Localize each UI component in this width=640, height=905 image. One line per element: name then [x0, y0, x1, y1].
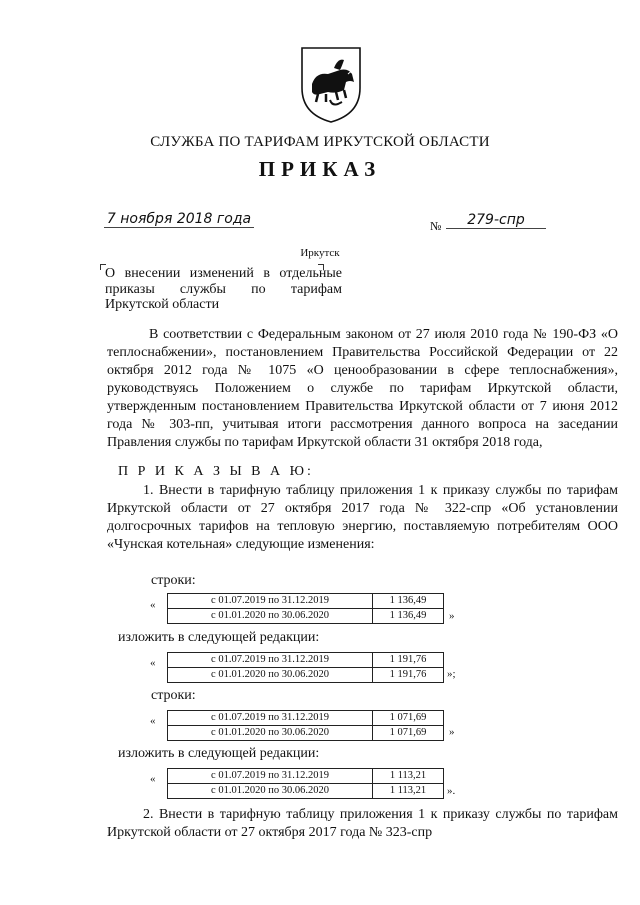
table-row: [168, 653, 444, 668]
organization-name: СЛУЖБА ПО ТАРИФАМ ИРКУТСКОЙ ОБЛАСТИ: [150, 134, 490, 150]
item-1-paragraph: 1. Внести в тарифную таблицу приложения 1 к приказу службы по тарифам Иркутской области от 27 октября 2017 года № 322-спр «Об установлении долгосрочных тарифов на тепловую энергию, поставляемую потребителям ООО «Чунская котельная» следующие изменения:: [107, 483, 618, 552]
tariff-table-1: [167, 593, 444, 624]
period-cell: с 01.01.2020 по 30.06.2020: [168, 726, 373, 741]
document-subject: О внесении изменений в отдельные приказы службы по тарифам Иркутской области: [105, 266, 342, 312]
open-quote: «: [150, 657, 156, 669]
table-row: [168, 726, 444, 741]
document-title: ПРИКАЗ: [258, 157, 382, 181]
irkutsk-coat-of-arms-icon: [296, 44, 366, 124]
period-cell: с 01.07.2019 по 31.12.2019: [168, 711, 373, 726]
value-cell: 1 136,49: [373, 594, 444, 609]
table-row: [168, 769, 444, 784]
value-cell: 1 191,76: [373, 668, 444, 683]
document-number: 279-спр: [446, 212, 546, 229]
city-name: Иркутск: [300, 247, 340, 259]
table-row: [168, 784, 444, 799]
preamble-paragraph: В соответствии с Федеральным законом от 27 июля 2010 года № 190-ФЗ «О теплоснабжении», постановлением Правительства Российской Федерации от 22 октября 2012 года № 1075 «О ценообразовании в сфере теплоснабжения», руководствуясь Положением о службе по тарифам Иркутской области, утвержденным постановлением Правительства Иркутской области от 7 июня 2012 года № 303-пп, учитывая итоги рассмотрения данного вопроса на заседании Правления службы по тарифам Иркутской области 31 октября 2018 года,: [107, 327, 618, 450]
open-quote: «: [150, 599, 156, 611]
rows-label: строки:: [151, 688, 196, 703]
value-cell: 1 071,69: [373, 726, 444, 741]
replace-label: изложить в следующей редакции:: [118, 746, 320, 761]
value-cell: 1 191,76: [373, 653, 444, 668]
period-cell: с 01.01.2020 по 30.06.2020: [168, 609, 373, 624]
value-cell: 1 113,21: [373, 769, 444, 784]
replace-label: изложить в следующей редакции:: [118, 630, 320, 645]
table-row: [168, 711, 444, 726]
tariff-table-4: [167, 768, 444, 799]
table-row: [168, 609, 444, 624]
period-cell: с 01.01.2020 по 30.06.2020: [168, 784, 373, 799]
document-date: 7 ноября 2018 года: [104, 211, 254, 228]
period-cell: с 01.07.2019 по 31.12.2019: [168, 653, 373, 668]
close-quote: »: [449, 726, 455, 738]
value-cell: 1 113,21: [373, 784, 444, 799]
period-cell: с 01.07.2019 по 31.12.2019: [168, 594, 373, 609]
tariff-table-3: [167, 710, 444, 741]
close-quote: »;: [447, 668, 456, 680]
value-cell: 1 071,69: [373, 711, 444, 726]
table-row: [168, 668, 444, 683]
open-quote: «: [150, 773, 156, 785]
open-quote: «: [150, 715, 156, 727]
period-cell: с 01.01.2020 по 30.06.2020: [168, 668, 373, 683]
table-row: [168, 594, 444, 609]
close-quote: ».: [447, 785, 456, 797]
period-cell: с 01.07.2019 по 31.12.2019: [168, 769, 373, 784]
number-label: №: [430, 219, 442, 233]
decree-word: П Р И К А З Ы В А Ю:: [118, 464, 314, 479]
item-2-paragraph: 2. Внести в тарифную таблицу приложения 1 к приказу службы по тарифам Иркутской области от 27 октября 2017 года № 323-спр: [107, 807, 618, 840]
rows-label: строки:: [151, 573, 196, 588]
close-quote: »: [449, 610, 455, 622]
tariff-table-2: [167, 652, 444, 683]
value-cell: 1 136,49: [373, 609, 444, 624]
